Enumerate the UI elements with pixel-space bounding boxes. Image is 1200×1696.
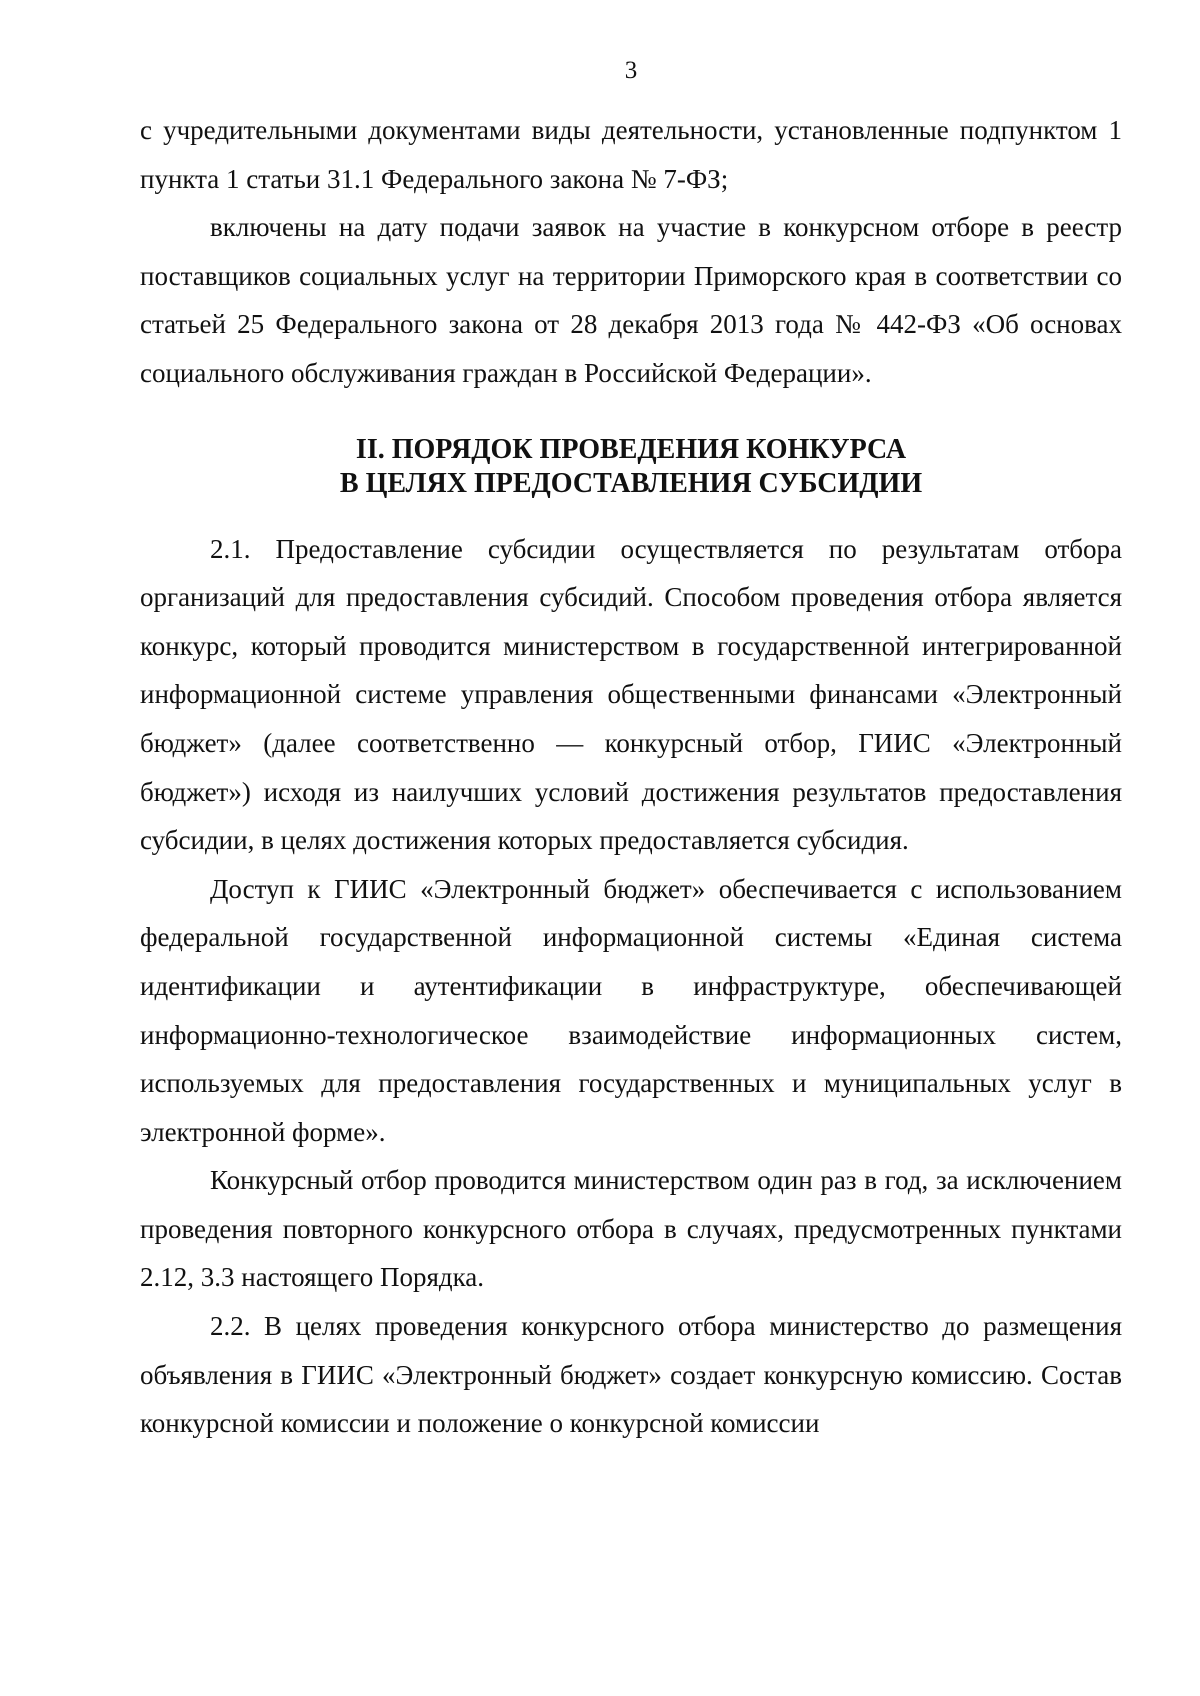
section-heading-line-1: II. ПОРЯДОК ПРОВЕДЕНИЯ КОНКУРСА [355, 433, 907, 465]
paragraph-frequency: Конкурсный отбор проводится министерством один раз в год, за исключением проведения повторного конкурсного отбора в случаях, предусмотренных пунктами 2.12, 3.3 настоящего Порядка. [140, 1165, 1122, 1293]
section-heading [140, 433, 1122, 501]
document-body [140, 106, 1122, 1448]
page-number: 3 [624, 57, 638, 84]
section-heading-line-2: В ЦЕЛЯХ ПРЕДОСТАВЛЕНИЯ СУБСИДИИ [339, 467, 923, 499]
paragraph-2-1: 2.1. Предоставление субсидии осуществляется по результатам отбора организаций для предоставления субсидий. Способом проведения отбора является конкурс, который проводится министерством в государственной интегрированной информационной системе управления общественными финансами «Электронный бюджет» (далее соответственно — конкурсный отбор, ГИИС «Электронный бюджет») исходя из наилучших условий достижения результатов предоставления субсидии, в целях достижения которых предоставляется субсидия. [140, 533, 1122, 856]
paragraph-access: Доступ к ГИИС «Электронный бюджет» обеспечивается с использованием федеральной государственной информационной системы «Единая система идентификации и аутентификации в инфраструктуре, обеспечивающей информационно-технологическое взаимодействие информационных систем, используемых для предоставления государственных и муниципальных услуг в электронной форме». [140, 873, 1122, 1147]
paragraph-2-2: 2.2. В целях проведения конкурсного отбора министерство до размещения объявления в ГИИС «Электронный бюджет» создает конкурсную комиссию. Состав конкурсной комиссии и положение о конкурсной комиссии [140, 1311, 1122, 1439]
paragraph-founding-documents: с учредительными документами виды деятельности, установленные подпунктом 1 пункта 1 статьи 31.1 Федерального закона № 7-ФЗ; [140, 115, 1122, 194]
paragraph-registry-inclusion: включены на дату подачи заявок на участие в конкурсном отборе в реестр поставщиков социальных услуг на территории Приморского края в соответствии со статьей 25 Федерального закона от 28 декабря 2013 года № 442-ФЗ «Об основах социального обслуживания граждан в Российской Федерации». [140, 212, 1122, 388]
